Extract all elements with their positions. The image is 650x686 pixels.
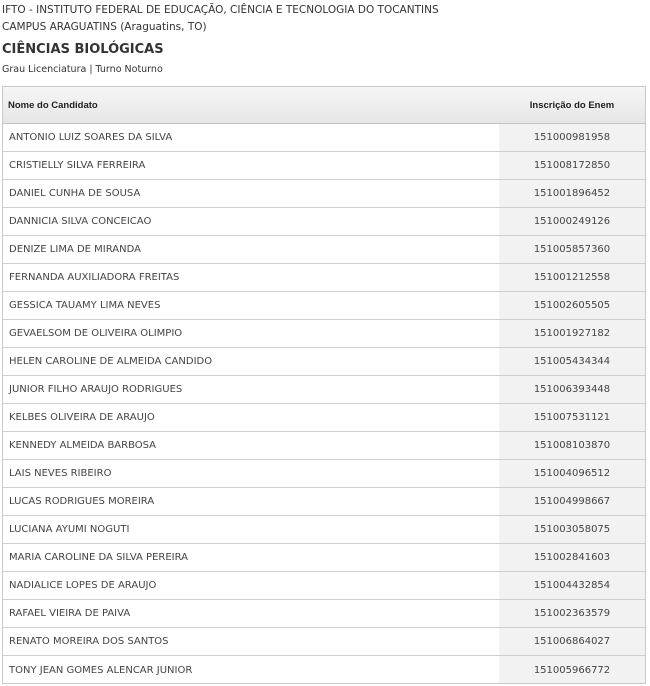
candidate-name-cell: KELBES OLIVEIRA DE ARAUJO (3, 404, 499, 431)
table-row (3, 656, 645, 684)
enem-registration-cell: 151000249126 (499, 208, 645, 235)
enem-registration-cell: 151004432854 (499, 572, 645, 599)
enem-registration-cell: 151002363579 (499, 600, 645, 627)
candidate-name-cell: LAIS NEVES RIBEIRO (3, 460, 499, 487)
enem-registration-cell: 151006393448 (499, 376, 645, 403)
table-row (3, 628, 645, 656)
enem-registration-cell: 151006864027 (499, 628, 645, 655)
table-row (3, 348, 645, 376)
enem-registration-cell: 151008172850 (499, 152, 645, 179)
table-row (3, 544, 645, 572)
table-row (3, 460, 645, 488)
table-row (3, 404, 645, 432)
column-header-name: Nome do Candidato (8, 99, 98, 111)
candidate-name-cell: DENIZE LIMA DE MIRANDA (3, 236, 499, 263)
candidate-name-cell: CRISTIELLY SILVA FERREIRA (3, 152, 499, 179)
enem-registration-cell: 151004998667 (499, 488, 645, 515)
candidates-table (2, 86, 646, 684)
table-row (3, 292, 645, 320)
candidate-name-cell: RAFAEL VIEIRA DE PAIVA (3, 600, 499, 627)
institution-name: IFTO - INSTITUTO FEDERAL DE EDUCAÇÃO, CIÊNCIA E TECNOLOGIA DO TOCANTINS (2, 4, 439, 16)
table-body (3, 124, 645, 684)
enem-registration-cell: 151005434344 (499, 348, 645, 375)
column-header-enem: Inscrição do Enem (529, 99, 615, 111)
table-row (3, 432, 645, 460)
candidate-name-cell: TONY JEAN GOMES ALENCAR JUNIOR (3, 656, 499, 684)
enem-registration-cell: 151001212558 (499, 264, 645, 291)
enem-registration-cell: 151004096512 (499, 460, 645, 487)
candidate-name-cell: HELEN CAROLINE DE ALMEIDA CANDIDO (3, 348, 499, 375)
enem-registration-cell: 151005966772 (499, 656, 645, 684)
table-row (3, 236, 645, 264)
table-row (3, 124, 645, 152)
candidate-name-cell: NADIALICE LOPES DE ARAUJO (3, 572, 499, 599)
candidate-name-cell: JUNIOR FILHO ARAUJO RODRIGUES (3, 376, 499, 403)
candidate-name-cell: MARIA CAROLINE DA SILVA PEREIRA (3, 544, 499, 571)
table-row (3, 152, 645, 180)
enem-registration-cell: 151007531121 (499, 404, 645, 431)
enem-registration-cell: 151003058075 (499, 516, 645, 543)
table-row (3, 600, 645, 628)
candidate-name-cell: GEVAELSOM DE OLIVEIRA OLIMPIO (3, 320, 499, 347)
degree-shift-info: Grau Licenciatura | Turno Noturno (2, 64, 163, 75)
candidate-name-cell: GESSICA TAUAMY LIMA NEVES (3, 292, 499, 319)
table-row (3, 264, 645, 292)
table-row (3, 516, 645, 544)
candidate-name-cell: LUCAS RODRIGUES MOREIRA (3, 488, 499, 515)
candidate-name-cell: DANNICIA SILVA CONCEICAO (3, 208, 499, 235)
enem-registration-cell: 151008103870 (499, 432, 645, 459)
table-row (3, 376, 645, 404)
table-row (3, 572, 645, 600)
table-row (3, 320, 645, 348)
candidate-name-cell: KENNEDY ALMEIDA BARBOSA (3, 432, 499, 459)
enem-registration-cell: 151002605505 (499, 292, 645, 319)
course-title: CIÊNCIAS BIOLÓGICAS (2, 42, 164, 57)
candidate-name-cell: FERNANDA AUXILIADORA FREITAS (3, 264, 499, 291)
enem-registration-cell: 151001896452 (499, 180, 645, 207)
enem-registration-cell: 151005857360 (499, 236, 645, 263)
table-header (3, 87, 645, 124)
candidate-name-cell: RENATO MOREIRA DOS SANTOS (3, 628, 499, 655)
candidate-name-cell: LUCIANA AYUMI NOGUTI (3, 516, 499, 543)
table-row (3, 488, 645, 516)
table-row (3, 208, 645, 236)
candidate-name-cell: DANIEL CUNHA DE SOUSA (3, 180, 499, 207)
campus-name: CAMPUS ARAGUATINS (Araguatins, TO) (2, 21, 207, 33)
enem-registration-cell: 151001927182 (499, 320, 645, 347)
enem-registration-cell: 151000981958 (499, 124, 645, 151)
candidate-name-cell: ANTONIO LUIZ SOARES DA SILVA (3, 124, 499, 151)
enem-registration-cell: 151002841603 (499, 544, 645, 571)
table-row (3, 180, 645, 208)
